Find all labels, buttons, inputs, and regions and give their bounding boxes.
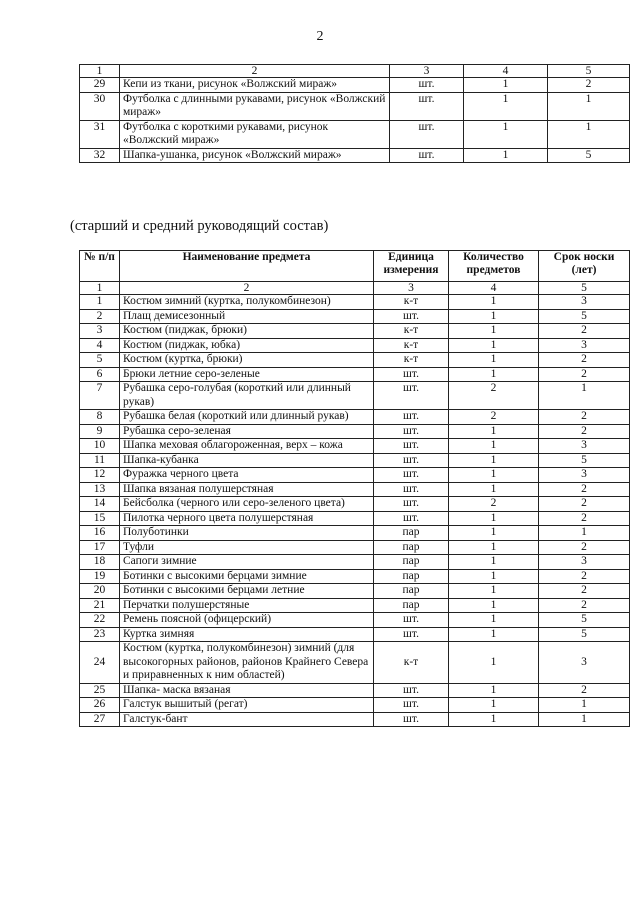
quantity: 1 [449,712,539,727]
header-item-name: Наименование предмета [120,251,374,282]
row-number: 31 [80,120,120,148]
quantity: 1 [449,338,539,353]
wear-term: 2 [539,482,630,497]
row-number: 21 [80,598,120,613]
unit: шт. [374,497,449,512]
unit: шт. [374,511,449,526]
table-row [80,613,630,628]
header-wear-term: Срок носки (лет) [539,251,630,282]
row-number: 8 [80,410,120,425]
unit: пар [374,598,449,613]
unit: шт. [374,468,449,483]
quantity: 1 [449,569,539,584]
quantity: 1 [449,309,539,324]
row-number: 2 [80,309,120,324]
unit: шт. [390,120,464,148]
wear-term: 5 [539,627,630,642]
header-number: № п/п [80,251,120,282]
item-name: Рубашка серо-голубая (короткий или длинный рукав) [120,382,374,410]
unit: шт. [374,613,449,628]
row-number: 27 [80,712,120,727]
quantity: 1 [449,367,539,382]
quantity: 1 [449,468,539,483]
column-number: 3 [390,65,464,78]
item-name: Сапоги зимние [120,555,374,570]
table-row [80,627,630,642]
table-row [80,569,630,584]
item-name: Костюм (пиджак, юбка) [120,338,374,353]
wear-term: 1 [539,382,630,410]
item-name: Плащ демисезонный [120,309,374,324]
item-name: Фуражка черного цвета [120,468,374,483]
wear-term: 5 [539,613,630,628]
table-row [80,309,630,324]
unit: к-т [374,642,449,684]
wear-term: 1 [539,526,630,541]
unit: шт. [390,78,464,93]
wear-term: 2 [548,78,630,93]
quantity: 1 [449,642,539,684]
unit: шт. [374,683,449,698]
table-row [80,338,630,353]
unit: шт. [374,453,449,468]
quantity: 1 [449,698,539,713]
table-row [80,295,630,310]
unit: шт. [374,410,449,425]
row-number: 19 [80,569,120,584]
unit: пар [374,555,449,570]
wear-term: 2 [539,410,630,425]
item-name: Галстук-бант [120,712,374,727]
quantity: 1 [449,511,539,526]
quantity: 1 [464,78,548,93]
row-number: 9 [80,424,120,439]
quantity: 1 [464,120,548,148]
quantity: 1 [449,439,539,454]
row-number: 1 [80,295,120,310]
unit: шт. [390,92,464,120]
unit: шт. [374,382,449,410]
column-number: 4 [449,282,539,295]
wear-term: 2 [539,367,630,382]
quantity: 1 [449,540,539,555]
quantity: 1 [449,424,539,439]
row-number: 17 [80,540,120,555]
table-row [80,526,630,541]
column-number: 2 [120,65,390,78]
column-number: 2 [120,282,374,295]
quantity: 1 [449,584,539,599]
quantity: 1 [449,555,539,570]
item-name: Кепи из ткани, рисунок «Волжский мираж» [120,78,390,93]
table-row [80,712,630,727]
item-name: Туфли [120,540,374,555]
table-row [80,353,630,368]
unit: шт. [374,627,449,642]
wear-term: 3 [539,555,630,570]
wear-term: 2 [539,353,630,368]
wear-term: 1 [539,712,630,727]
row-number: 15 [80,511,120,526]
header-row [80,251,630,282]
quantity: 1 [449,526,539,541]
quantity: 2 [449,382,539,410]
quantity: 2 [449,497,539,512]
row-number: 32 [80,148,120,163]
row-number: 13 [80,482,120,497]
wear-term: 1 [539,698,630,713]
column-number: 5 [539,282,630,295]
unit: шт. [374,698,449,713]
row-number: 26 [80,698,120,713]
quantity: 1 [449,627,539,642]
table-row [80,439,630,454]
table-row [80,78,630,93]
row-number: 16 [80,526,120,541]
item-name: Ремень поясной (офицерский) [120,613,374,628]
item-name: Ботинки с высокими берцами летние [120,584,374,599]
table-row [80,148,630,163]
table-row [80,584,630,599]
wear-term: 3 [539,468,630,483]
quantity: 1 [449,453,539,468]
wear-term: 5 [539,309,630,324]
row-number: 14 [80,497,120,512]
wear-term: 5 [548,148,630,163]
row-number: 5 [80,353,120,368]
item-name: Костюм зимний (куртка, полукомбинезон) [120,295,374,310]
item-name: Костюм (куртка, брюки) [120,353,374,368]
table-row [80,324,630,339]
table-row [80,598,630,613]
unit: шт. [374,482,449,497]
item-name: Ботинки с высокими берцами зимние [120,569,374,584]
wear-term: 3 [539,642,630,684]
quantity: 1 [449,613,539,628]
table-row [80,468,630,483]
column-number: 1 [80,282,120,295]
table-row [80,382,630,410]
unit: к-т [374,295,449,310]
row-number: 24 [80,642,120,684]
quantity: 1 [449,353,539,368]
row-number: 3 [80,324,120,339]
table-row [80,410,630,425]
item-name: Полуботинки [120,526,374,541]
table-row [80,555,630,570]
table-row [80,497,630,512]
row-number: 11 [80,453,120,468]
item-name: Шапка-кубанка [120,453,374,468]
row-number: 4 [80,338,120,353]
item-name: Бейсболка (черного или серо-зеленого цвета) [120,497,374,512]
table-row [80,367,630,382]
items-table-senior-staff [79,250,630,727]
wear-term: 2 [539,324,630,339]
item-name: Шапка вязаная полушерстяная [120,482,374,497]
quantity: 1 [464,148,548,163]
unit: шт. [374,424,449,439]
wear-term: 2 [539,598,630,613]
wear-term: 1 [548,92,630,120]
unit: шт. [374,712,449,727]
table-row [80,511,630,526]
row-number: 29 [80,78,120,93]
quantity: 1 [449,324,539,339]
table-row [80,453,630,468]
row-number: 23 [80,627,120,642]
item-name: Шапка меховая облагороженная, верх – кожа [120,439,374,454]
table-row [80,540,630,555]
column-numbers-row [80,65,630,78]
wear-term: 2 [539,424,630,439]
column-numbers-row [80,282,630,295]
unit: шт. [374,439,449,454]
item-name: Шапка- маска вязаная [120,683,374,698]
unit: пар [374,569,449,584]
unit: шт. [374,367,449,382]
wear-term: 2 [539,584,630,599]
unit: к-т [374,353,449,368]
row-number: 30 [80,92,120,120]
table-row [80,683,630,698]
column-number: 5 [548,65,630,78]
item-name: Шапка-ушанка, рисунок «Волжский мираж» [120,148,390,163]
wear-term: 5 [539,453,630,468]
quantity: 1 [449,683,539,698]
item-name: Пилотка черного цвета полушерстяная [120,511,374,526]
row-number: 12 [80,468,120,483]
header-quantity: Количество предметов [449,251,539,282]
column-number: 4 [464,65,548,78]
table-row [80,698,630,713]
row-number: 25 [80,683,120,698]
column-number: 1 [80,65,120,78]
column-number: 3 [374,282,449,295]
item-name: Рубашка серо-зеленая [120,424,374,439]
item-name: Костюм (пиджак, брюки) [120,324,374,339]
row-number: 6 [80,367,120,382]
wear-term: 1 [548,120,630,148]
unit: пар [374,540,449,555]
item-name: Брюки летние серо-зеленые [120,367,374,382]
row-number: 22 [80,613,120,628]
quantity: 1 [449,598,539,613]
quantity: 1 [464,92,548,120]
item-name: Костюм (куртка, полукомбинезон) зимний (для высокогорных районов, районов Крайнего Севера и приравненных к ним областей) [120,642,374,684]
quantity: 2 [449,410,539,425]
wear-term: 3 [539,338,630,353]
quantity: 1 [449,482,539,497]
table-row [80,482,630,497]
unit: к-т [374,338,449,353]
section-subtitle: (старший и средний руководящий состав) [70,218,329,234]
unit: пар [374,584,449,599]
wear-term: 2 [539,569,630,584]
wear-term: 3 [539,439,630,454]
row-number: 20 [80,584,120,599]
item-name: Футболка с длинными рукавами, рисунок «Волжский мираж» [120,92,390,120]
wear-term: 2 [539,683,630,698]
unit: шт. [390,148,464,163]
table-row [80,92,630,120]
item-name: Рубашка белая (короткий или длинный рукав) [120,410,374,425]
unit: к-т [374,324,449,339]
unit: шт. [374,309,449,324]
page-number: 2 [316,29,324,44]
item-name: Футболка с короткими рукавами, рисунок «Волжский мираж» [120,120,390,148]
wear-term: 3 [539,295,630,310]
row-number: 7 [80,382,120,410]
wear-term: 2 [539,497,630,512]
unit: пар [374,526,449,541]
header-unit: Единица измерения [374,251,449,282]
quantity: 1 [449,295,539,310]
row-number: 18 [80,555,120,570]
wear-term: 2 [539,511,630,526]
item-name: Перчатки полушерстяные [120,598,374,613]
items-table-continued [79,64,630,163]
wear-term: 2 [539,540,630,555]
row-number: 10 [80,439,120,454]
table-row [80,120,630,148]
table-row [80,642,630,684]
item-name: Куртка зимняя [120,627,374,642]
table-row [80,424,630,439]
item-name: Галстук вышитый (регат) [120,698,374,713]
